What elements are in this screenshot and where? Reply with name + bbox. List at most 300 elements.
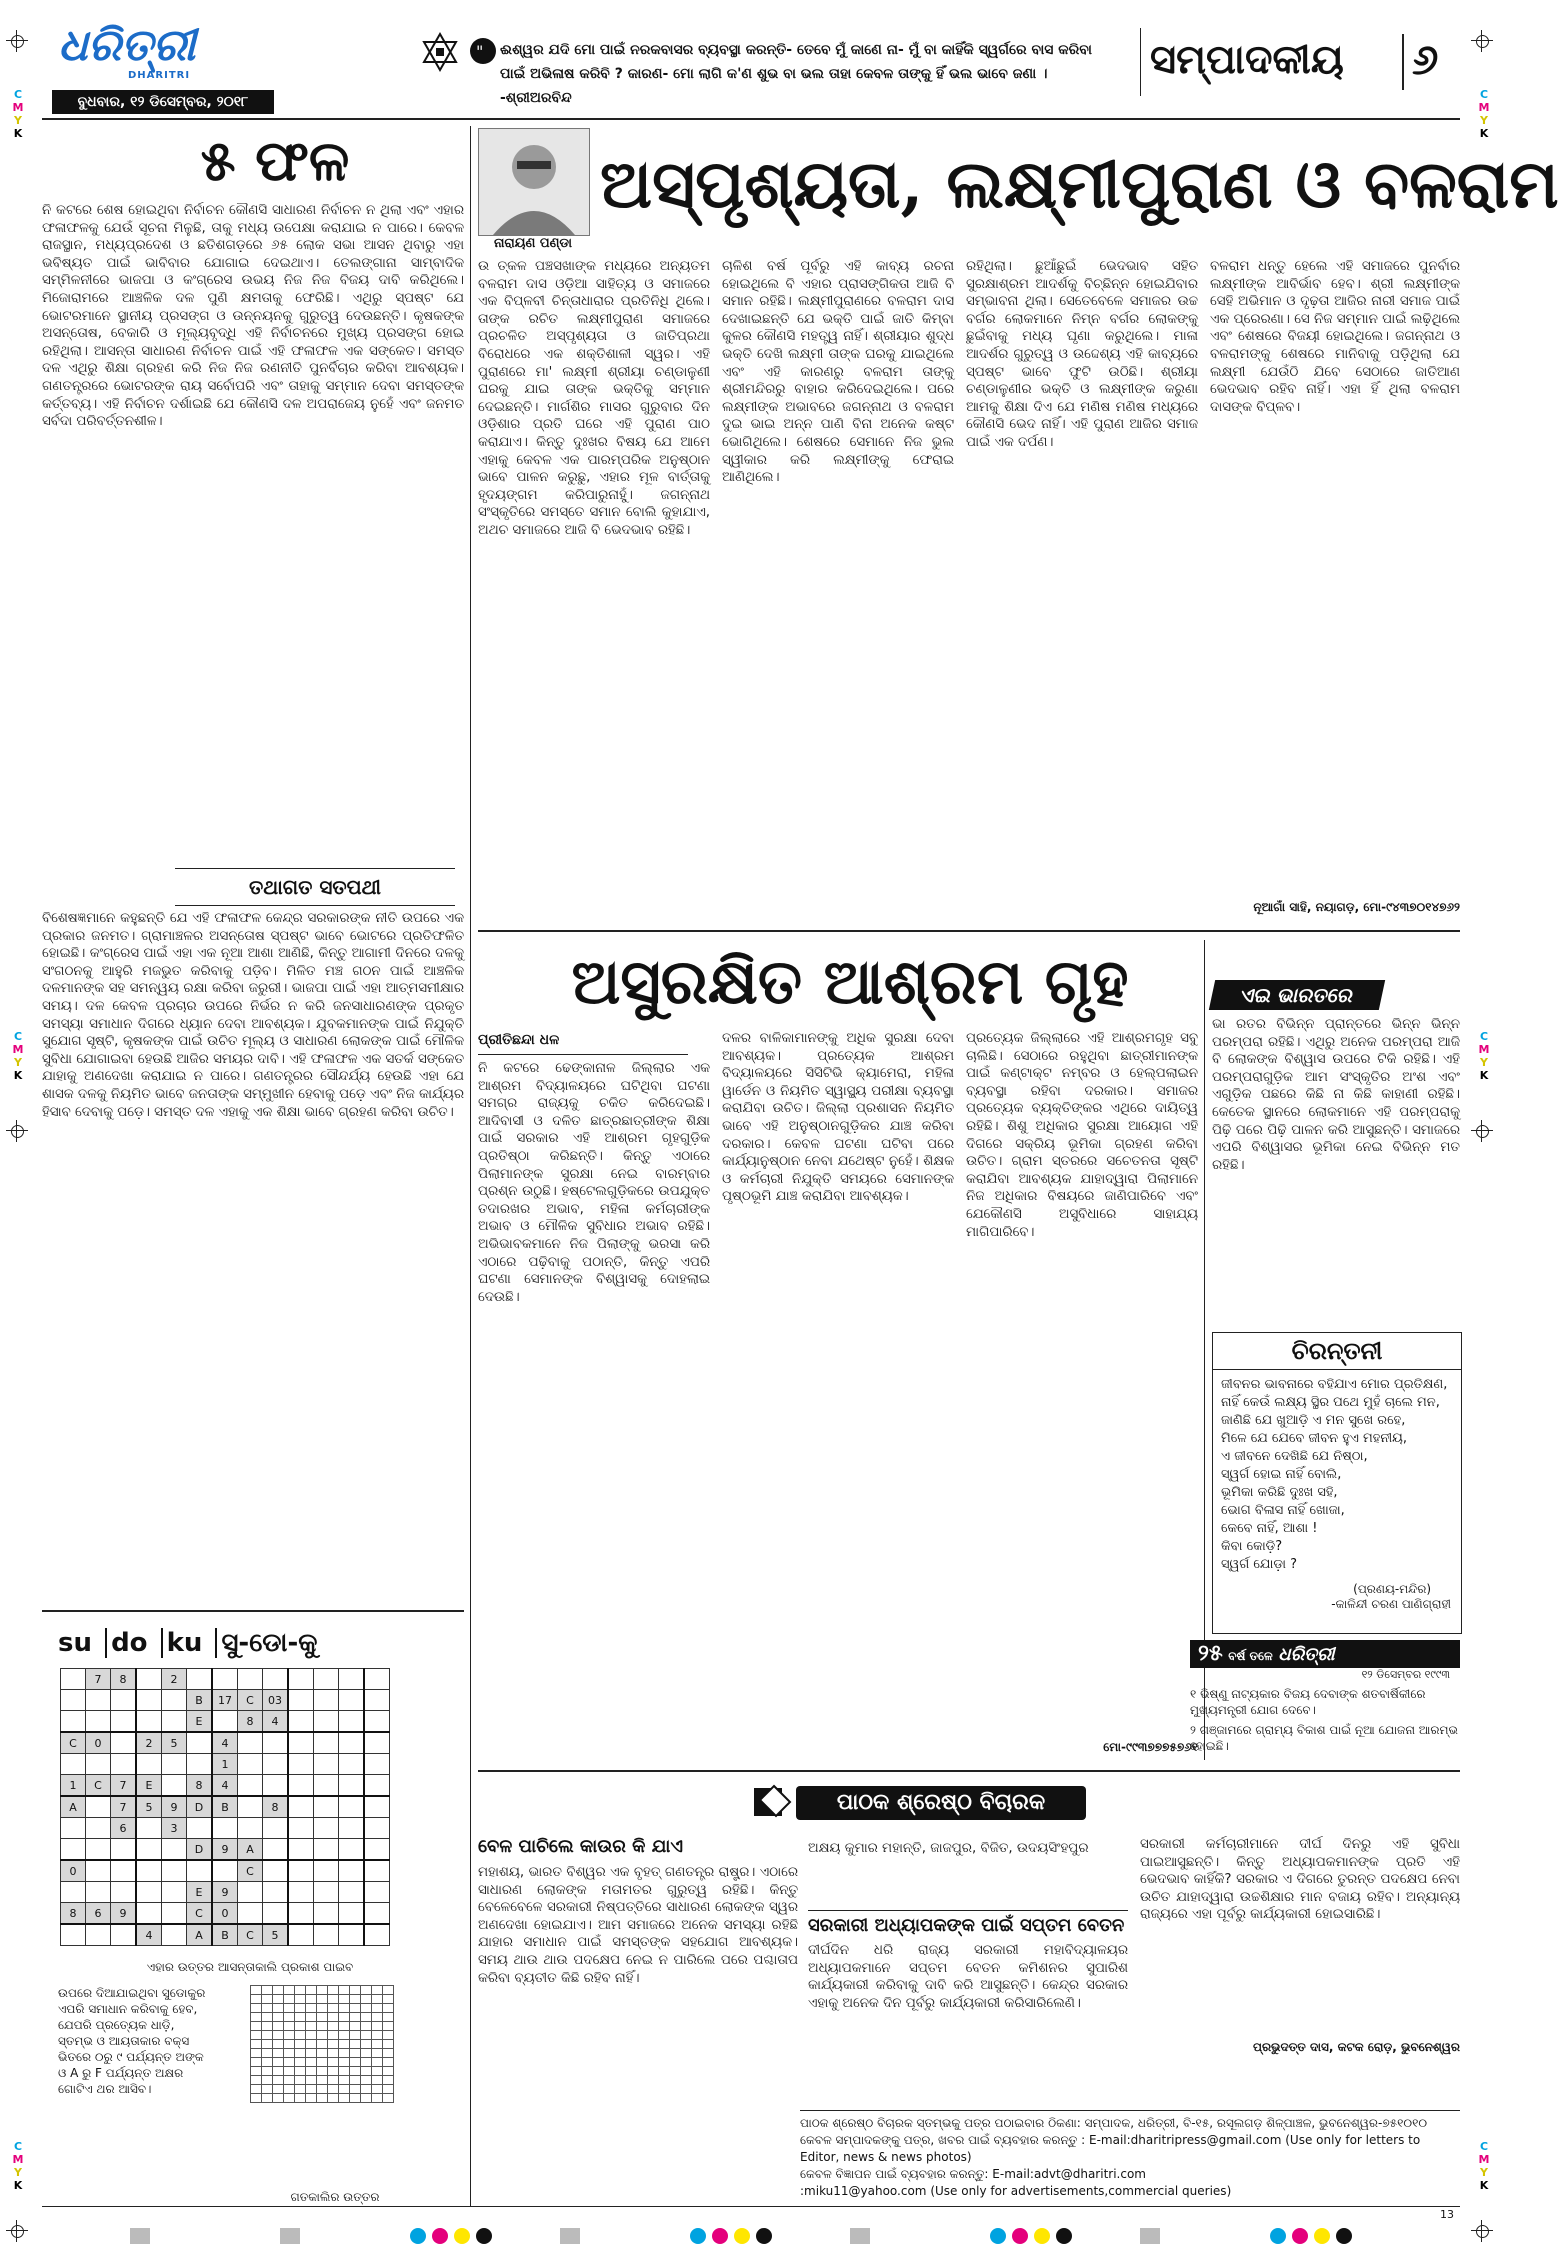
sudoku-cell[interactable] xyxy=(364,1775,390,1797)
sudoku-cell: 4 xyxy=(136,1924,162,1946)
solution-cell xyxy=(383,2013,394,2022)
article1-paragraph: ଚାଳିଶ ବର୍ଷ ପୂର୍ବରୁ ଏହି କାବ୍ୟ ରଚନା ହୋଇଥିଲେ ବି ଏହାର ପ୍ରାସଙ୍ଗିକତା ଆଜି ବି ସମାନ ରହିଛି। ଲକ୍ଷ୍ମୀପୁରାଣରେ ବଳରାମ ଦାସ ଦେଖାଇଛନ୍ତି ଯେ ଭକ୍ତି ପାଇଁ ଜାତି କିମ୍ବା କୁଳର କୌଣସି ମହତ୍ତ୍ୱ ନାହିଁ। ଶ୍ରୀୟାର ଶୁଦ୍ଧ ଭକ୍ତି ଦେଖି ଲକ୍ଷ୍ମୀ ତାଙ୍କ ଘରକୁ ଯାଇଥିଲେ ଏବଂ ଏହି କାରଣରୁ ବଳରାମ ତାଙ୍କୁ ଶ୍ରୀମନ୍ଦିରରୁ ବାହାର କରିଦେଇଥିଲେ। ପରେ ଲକ୍ଷ୍ମୀଙ୍କ ଅଭାବରେ ଜଗନ୍ନାଥ ଓ ବଳରାମ ଦୁଇ ଭାଇ ଅନ୍ନ ପାଣି ବିନା ଅନେକ କଷ୍ଟ ଭୋଗିଥିଲେ। ଶେଷରେ ସେମାନେ ନିଜ ଭୁଲ ସ୍ୱୀକାର କରି ଲକ୍ଷ୍ମୀଙ୍କୁ ଫେରାଇ ଆଣିଥିଲେ। xyxy=(722,259,954,486)
sudoku-cell[interactable] xyxy=(314,1754,339,1775)
solution-cell xyxy=(383,2085,394,2094)
solution-cell xyxy=(350,2049,361,2058)
solution-cell xyxy=(284,2013,295,2022)
sudoku-cell[interactable] xyxy=(162,1754,187,1775)
sudoku-cell: 0 xyxy=(212,1903,238,1925)
solution-cell xyxy=(350,2058,361,2067)
sudoku-cell[interactable] xyxy=(61,1669,86,1690)
solution-cell xyxy=(295,2076,306,2085)
solution-cell xyxy=(372,2004,383,2013)
solution-row xyxy=(251,2058,394,2067)
sudoku-cell[interactable] xyxy=(364,1711,390,1733)
solution-cell xyxy=(273,1995,284,2004)
sudoku-title-su: su xyxy=(58,1628,92,1658)
sudoku-cell[interactable] xyxy=(288,1732,314,1754)
solution-cell xyxy=(306,2013,317,2022)
solution-cell xyxy=(383,2094,394,2103)
sudoku-cell[interactable] xyxy=(162,1711,187,1733)
solution-cell xyxy=(328,2031,339,2040)
solution-row xyxy=(251,2013,394,2022)
solution-cell xyxy=(306,2067,317,2076)
sudoku-cell[interactable] xyxy=(61,1690,86,1711)
sudoku-cell: 9 xyxy=(212,1839,238,1861)
solution-cell xyxy=(273,2049,284,2058)
letters-head: ପାଠକ ଶ୍ରେଷ୍ଠ ବିଚାରକ xyxy=(796,1786,1086,1820)
sudoku-cell[interactable] xyxy=(162,1690,187,1711)
sudoku-cell: C xyxy=(238,1924,263,1946)
sudoku-cell[interactable] xyxy=(288,1775,314,1797)
sudoku-solution-grid xyxy=(250,1985,394,2103)
sudoku-cell[interactable] xyxy=(364,1882,390,1903)
sudoku-cell[interactable] xyxy=(263,1775,289,1797)
letter1-sign: ଅକ୍ଷୟ କୁମାର ମହାନ୍ତି, ଜାଜପୁର, ବିଜିତ, ଉଦୟସିଂହପୁର xyxy=(808,1841,1089,1856)
sudoku-cell[interactable] xyxy=(339,1711,365,1733)
solution-cell xyxy=(383,2067,394,2076)
sudoku-cell[interactable] xyxy=(288,1818,314,1839)
solution-cell xyxy=(361,1986,372,1995)
sudoku-cell[interactable] xyxy=(314,1839,339,1861)
sudoku-cell[interactable] xyxy=(238,1669,263,1690)
sudoku-cell: B xyxy=(187,1690,213,1711)
sudoku-cell[interactable] xyxy=(187,1754,213,1775)
editorial-paragraph: ବିଶେଷଜ୍ଞମାନେ କହୁଛନ୍ତି ଯେ ଏହି ଫଳାଫଳ କେନ୍ଦ୍ର ସରକାରଙ୍କ ନୀତି ଉପରେ ଏକ ପ୍ରକାର ଜନମତ। ଗ୍ରାମାଞ୍ଚଳର ଅସନ୍ତୋଷ ସ୍ପଷ୍ଟ ଭାବେ ଭୋଟରେ ପ୍ରତିଫଳିତ ହୋଇଛି। କଂଗ୍ରେସ ପାଇଁ ଏହା ଏକ ନୂଆ ଆଶା ଆଣିଛି, କିନ୍ତୁ ଆଗାମୀ ଦିନରେ ଦଳକୁ ସଂଗଠନକୁ ଆହୁରି ମଜଭୁତ କରିବାକୁ ପଡ଼ିବ। ମିଳିତ ମଞ୍ଚ ଗଠନ ପାଇଁ ଆଞ୍ଚଳିକ ଦଳମାନଙ୍କ ସହ ସମନ୍ୱୟ ରକ୍ଷା କରିବା ଜରୁରୀ। ଭାଜପା ପାଇଁ ଏହା ଆତ୍ମସମୀକ୍ଷାର ସମୟ। ଦଳ କେବଳ ପ୍ରଚାର ଉପରେ ନିର୍ଭର ନ କରି ଜନସାଧାରଣଙ୍କ ପ୍ରକୃତ ସମସ୍ୟା ସମାଧାନ ଦିଗରେ ଧ୍ୟାନ ଦେବା ଆବଶ୍ୟକ। ଯୁବକମାନଙ୍କ ପାଇଁ ନିଯୁକ୍ତି ସୁଯୋଗ ସୃଷ୍ଟି, କୃଷକଙ୍କ ପାଇଁ ଉଚିତ ମୂଲ୍ୟ ଓ ସାଧାରଣ ଲୋକଙ୍କ ପାଇଁ ମୌଳିକ ସୁବିଧା ଯୋଗାଇବା ହେଉଛି ଆଜିର ସମୟର ଦାବି। ଏହି ଫଳାଫଳ ଏକ ସତର୍କ ସଙ୍କେତ ଯାହାକୁ ଅଣଦେଖା କରାଯାଇ ନ ପାରେ। ଗଣତନ୍ତ୍ରର ସୌନ୍ଦର୍ଯ୍ୟ ହେଉଛି ଏହା ଯେ ଶାସକ ଦଳକୁ ନିୟମିତ ଭାବେ ଜନତାଙ୍କ ସମ୍ମୁଖୀନ ହେବାକୁ ପଡ଼େ ଏବଂ ନିଜ କାର୍ଯ୍ୟର ହିସାବ ଦେବାକୁ ପଡ଼େ। ସମସ୍ତ ଦଳ ଏହାକୁ ଏକ ଶିକ୍ଷା ଭାବେ ଗ୍ରହଣ କରିବା ଉଚିତ। xyxy=(42,911,464,1120)
solution-cell xyxy=(317,2058,328,2067)
sudoku-cell: 5 xyxy=(136,1796,162,1818)
solution-cell xyxy=(251,1986,262,1995)
sudoku-cell[interactable] xyxy=(288,1839,314,1861)
sudoku-cell[interactable] xyxy=(61,1818,86,1839)
article1-col4 xyxy=(1210,258,1460,898)
solution-cell xyxy=(317,2004,328,2013)
page-folio: 13 xyxy=(1440,2208,1454,2221)
sudoku-cell[interactable] xyxy=(111,1711,137,1733)
chirantani-head: ଚିରନ୍ତନୀ xyxy=(1213,1333,1461,1370)
article1-paragraph: ଉ ତ୍କଳ ପଞ୍ଚସଖାଙ୍କ ମଧ୍ୟରେ ଅନ୍ୟତମ ବଳରାମ ଦାସ ଓଡ଼ିଆ ସାହିତ୍ୟ ଓ ସମାଜରେ ଏକ ବିପ୍ଳବୀ ଚିନ୍ତାଧାରାର ପ୍ରତିନିଧି ଥିଲେ। ତାଙ୍କ ରଚିତ ଲକ୍ଷ୍ମୀପୁରାଣ ସମାଜରେ ପ୍ରଚଳିତ ଅସ୍ପୃଶ୍ୟତା ଓ ଜାତିପ୍ରଥା ବିରୋଧରେ ଏକ ଶକ୍ତିଶାଳୀ ସ୍ୱର। ଏହି ପୁରାଣରେ ମା' ଲକ୍ଷ୍ମୀ ଶ୍ରୀୟା ଚଣ୍ଡାଳୁଣୀ ଘରକୁ ଯାଇ ତାଙ୍କ ଭକ୍ତିକୁ ସମ୍ମାନ ଦେଇଛନ୍ତି। ମାର୍ଗଶିର ମାସର ଗୁରୁବାର ଦିନ ଓଡ଼ିଶାର ପ୍ରତି ଘରେ ଏହି ପୁରାଣ ପାଠ କରାଯାଏ। କିନ୍ତୁ ଦୁଃଖର ବିଷୟ ଯେ ଆମେ ଏହାକୁ କେବଳ ଏକ ପାରମ୍ପରିକ ଅନୁଷ୍ଠାନ ଭାବେ ପାଳନ କରୁଛୁ, ଏହାର ମୂଳ ବାର୍ତ୍ତାକୁ ହୃଦୟଙ୍ଗମ କରିପାରୁନାହୁଁ। ଜଗନ୍ନାଥ ସଂସ୍କୃତିରେ ସମସ୍ତେ ସମାନ ବୋଲି କୁହାଯାଏ, ଅଥଚ ସମାଜରେ ଆଜି ବି ଭେଦଭାବ ରହିଛି। xyxy=(478,259,710,538)
sudoku-cell[interactable] xyxy=(314,1796,339,1818)
sudoku-cell: 9 xyxy=(111,1903,137,1925)
sudoku-cell[interactable] xyxy=(288,1669,314,1690)
solution-cell xyxy=(328,1986,339,1995)
sudoku-cell[interactable] xyxy=(288,1860,314,1882)
solution-cell xyxy=(306,2022,317,2031)
sudoku-row xyxy=(61,1796,390,1818)
sudoku-row xyxy=(61,1924,390,1946)
solution-cell xyxy=(317,2094,328,2103)
registration-mark xyxy=(1471,2220,1493,2242)
solution-cell xyxy=(339,2013,350,2022)
sudoku-cell: 9 xyxy=(212,1882,238,1903)
solution-cell xyxy=(339,1995,350,2004)
sudoku-cell[interactable] xyxy=(288,1924,314,1946)
solution-cell xyxy=(328,2049,339,2058)
sudoku-cell[interactable] xyxy=(111,1860,137,1882)
solution-cell xyxy=(372,2058,383,2067)
masthead-rule xyxy=(42,118,1460,120)
sudoku-cell[interactable] xyxy=(339,1669,365,1690)
sudoku-cell[interactable] xyxy=(162,1924,187,1946)
registration-mark xyxy=(1471,1120,1493,1142)
solution-cell xyxy=(295,2085,306,2094)
sudoku-solution-caption: ଗତକାଲିର ଉତ୍ତର xyxy=(290,2190,380,2204)
sudoku-cell[interactable] xyxy=(111,1839,137,1861)
sudoku-cell[interactable] xyxy=(263,1669,289,1690)
sudoku-cell[interactable] xyxy=(263,1903,289,1925)
solution-cell xyxy=(350,2022,361,2031)
solution-cell xyxy=(350,1986,361,1995)
solution-cell xyxy=(383,1995,394,2004)
sudoku-cell[interactable] xyxy=(339,1690,365,1711)
years25-date: ୧୨ ଡିସେମ୍ବର ୧୯୯୩ xyxy=(1361,1668,1450,1681)
solution-cell xyxy=(284,2094,295,2103)
article1-paragraph: ବଳରାମ ଧନ୍ତୁ ହେଲେ ଏହି ସମାଜରେ ପୁନର୍ବାର ଲକ୍ଷ୍ମୀଙ୍କ ଆବିର୍ଭାବ ହେବ। ଶ୍ରୀ ଲକ୍ଷ୍ମୀଙ୍କ ସେହି ଅଭିମାନ ଓ ଦୃଢ଼ତା ଆଜିର ନାରୀ ସମାଜ ପାଇଁ ଏକ ପ୍ରେରଣା। ସେ ନିଜ ସମ୍ମାନ ପାଇଁ ଲଢ଼ିଥିଲେ ଏବଂ ଶେଷରେ ବିଜୟୀ ହୋଇଥିଲେ। ଜଗନ୍ନାଥ ଓ ବଳରାମଙ୍କୁ ଶେଷରେ ମାନିବାକୁ ପଡ଼ିଥିଲା ଯେ ଲକ୍ଷ୍ମୀ ଯେଉଁଠି ଯିବେ ସେଠାରେ ଜାତିଆଣ ଭେଦଭାବ ରହିବ ନାହିଁ। ଏହା ହିଁ ଥିଲା ବଳରାମ ଦାସଙ୍କ ବିପ୍ଳବ। xyxy=(1210,259,1460,415)
solution-cell xyxy=(361,1995,372,2004)
solution-cell xyxy=(273,2058,284,2067)
sudoku-cell: D xyxy=(187,1839,213,1861)
sudoku-cell[interactable] xyxy=(364,1754,390,1775)
sudoku-cell[interactable] xyxy=(61,1711,86,1733)
sudoku-row xyxy=(61,1754,390,1775)
article2-col1 xyxy=(478,1060,710,1760)
sudoku-cell[interactable] xyxy=(212,1818,238,1839)
sudoku-cell[interactable] xyxy=(364,1732,390,1754)
article1-col2 xyxy=(722,258,954,928)
sudoku-cell[interactable] xyxy=(111,1690,137,1711)
solution-row xyxy=(251,2040,394,2049)
sudoku-cell[interactable] xyxy=(61,1924,86,1946)
solution-cell xyxy=(317,2085,328,2094)
sudoku-cell[interactable] xyxy=(364,1796,390,1818)
solution-cell xyxy=(262,1986,273,1995)
sudoku-cell[interactable] xyxy=(263,1754,289,1775)
sudoku-cell[interactable] xyxy=(339,1732,365,1754)
sudoku-cell: 8 xyxy=(61,1903,86,1925)
solution-cell xyxy=(328,2013,339,2022)
sudoku-cell: 7 xyxy=(111,1796,137,1818)
solution-cell xyxy=(284,1995,295,2004)
sudoku-cell[interactable] xyxy=(136,1860,162,1882)
divider xyxy=(478,930,1460,932)
sudoku-cell: 1 xyxy=(61,1775,86,1797)
sudoku-cell[interactable] xyxy=(288,1796,314,1818)
solution-row xyxy=(251,2049,394,2058)
years25-text: ବର୍ଷ ତଳେ xyxy=(1228,1649,1273,1663)
solution-cell xyxy=(251,2049,262,2058)
sudoku-grid[interactable] xyxy=(60,1668,390,1946)
sudoku-solution-table xyxy=(250,1985,394,2103)
solution-cell xyxy=(350,2076,361,2085)
sudoku-cell[interactable] xyxy=(263,1818,289,1839)
sudoku-cell: B xyxy=(212,1796,238,1818)
solution-cell xyxy=(284,2031,295,2040)
sudoku-cell: 0 xyxy=(61,1860,86,1882)
sudoku-cell[interactable] xyxy=(314,1669,339,1690)
article1-col3 xyxy=(966,258,1198,928)
sudoku-cell[interactable] xyxy=(136,1882,162,1903)
solution-cell xyxy=(317,1986,328,1995)
sudoku-cell[interactable] xyxy=(162,1903,187,1925)
letter1-body: ମହାଶୟ, ଭାରତ ବିଶ୍ୱର ଏକ ବୃହତ୍ ଗଣତନ୍ତ୍ର ରାଷ୍ଟ୍ର। ଏଠାରେ ସାଧାରଣ ଲୋକଙ୍କ ମତାମତର ଗୁରୁତ୍ୱ ରହିଛି। କିନ୍ତୁ ବେଳେବେଳେ ସରକାରୀ ନିଷ୍ପତ୍ତିରେ ସାଧାରଣ ଲୋକଙ୍କ ସ୍ୱର ଅଣଦେଖା ହୋଇଯାଏ। ଆମ ସମାଜରେ ଅନେକ ସମସ୍ୟା ରହିଛି ଯାହାର ସମାଧାନ ପାଇଁ ସମସ୍ତଙ୍କ ସହଯୋଗ ଆବଶ୍ୟକ। ସମୟ ଥାଉ ଥାଉ ପଦକ୍ଷେପ ନେଇ ନ ପାରିଲେ ପରେ ପଶ୍ଚାତାପ କରିବା ବ୍ୟତୀତ କିଛି ରହିବ ନାହିଁ। xyxy=(478,1865,798,1986)
sudoku-cell[interactable] xyxy=(364,1903,390,1925)
solution-cell xyxy=(284,2076,295,2085)
sudoku-cell: B xyxy=(212,1924,238,1946)
article2-paragraph: ପ୍ରତ୍ୟେକ ଜିଲ୍ଲାରେ ଏହି ଆଶ୍ରମଗୃହ ସବୁ ଚାଲିଛି। ସେଠାରେ ରହୁଥିବା ଛାତ୍ରୀମାନଙ୍କ ପାଇଁ କଣ୍ଟାକ୍ଟ ନମ୍ବର ଓ ହେଲ୍ପଲାଇନ ବ୍ୟବସ୍ଥା ରହିବା ଦରକାର। ସମାଜର ପ୍ରତ୍ୟେକ ବ୍ୟକ୍ତିଙ୍କର ଏଥିରେ ଦାୟିତ୍ୱ ରହିଛି। ଶିଶୁ ଅଧିକାର ସୁରକ୍ଷା ଆୟୋଗ ଏହି ଦିଗରେ ସକ୍ରିୟ ଭୂମିକା ଗ୍ରହଣ କରିବା ଉଚିତ। ଗ୍ରାମ ସ୍ତରରେ ସଚେତନତା ସୃଷ୍ଟି କରାଯିବା ଆବଶ୍ୟକ ଯାହାଦ୍ୱାରା ପିଲାମାନେ ନିଜ ଅଧିକାର ବିଷୟରେ ଜାଣିପାରିବେ ଏବଂ ଯେକୌଣସି ଅସୁବିଧାରେ ସାହାଯ୍ୟ ମାଗିପାରିବେ। xyxy=(966,1031,1198,1240)
solution-cell xyxy=(273,2022,284,2031)
solution-cell xyxy=(383,1986,394,1995)
sudoku-cell[interactable] xyxy=(111,1924,137,1946)
solution-cell xyxy=(328,2004,339,2013)
sudoku-cell[interactable] xyxy=(187,1818,213,1839)
sudoku-cell[interactable] xyxy=(111,1732,137,1754)
sudoku-cell[interactable] xyxy=(238,1903,263,1925)
solution-cell xyxy=(262,2085,273,2094)
chirantani-box xyxy=(1212,1332,1462,1634)
letters-email-advt[interactable]: କେବଳ ବିଜ୍ଞାପନ ପାଇଁ ବ୍ୟବହାର କରନ୍ତୁ: E-mail:advt@dharitri.com xyxy=(800,2167,1146,2181)
sudoku-cell[interactable] xyxy=(288,1882,314,1903)
sudoku-cell[interactable] xyxy=(238,1818,263,1839)
solution-cell xyxy=(339,2058,350,2067)
solution-cell xyxy=(372,2031,383,2040)
sudoku-cell[interactable] xyxy=(288,1711,314,1733)
sudoku-cell[interactable] xyxy=(339,1839,365,1861)
sudoku-cell[interactable] xyxy=(187,1732,213,1754)
solution-cell xyxy=(251,2076,262,2085)
solution-cell xyxy=(339,2067,350,2076)
sudoku-cell: A xyxy=(187,1924,213,1946)
sudoku-cell[interactable] xyxy=(314,1711,339,1733)
sudoku-cell[interactable] xyxy=(339,1882,365,1903)
sudoku-instructions: ଉପରେ ଦିଆଯାଇଥିବା ସୁଡୋକୁର ଏପରି ସମାଧାନ କରିବାକୁ ହେବ, ଯେପରି ପ୍ରତ୍ୟେକ ଧାଡ଼ି, ସ୍ତମ୍ଭ ଓ ଆୟତାକାର ବକ୍ସ ଭିତରେ ୦ରୁ ୯ ପର୍ଯ୍ୟନ୍ତ ଅଙ୍କ ଓ A ରୁ F ପର୍ଯ୍ୟନ୍ତ ଅକ୍ଷର ଗୋଟିଏ ଥର ଆସିବ। xyxy=(58,1986,206,2096)
sudoku-cell: 8 xyxy=(111,1669,137,1690)
sudoku-cell[interactable] xyxy=(61,1839,86,1861)
sudoku-cell[interactable] xyxy=(263,1860,289,1882)
solution-row xyxy=(251,2094,394,2103)
solution-row xyxy=(251,1995,394,2004)
solution-cell xyxy=(273,1986,284,1995)
letters-email-editor[interactable]: କେବଳ ସମ୍ପାଦକଙ୍କୁ ପତ୍ର, ଖବର ପାଇଁ ବ୍ୟବହାର କରନ୍ତୁ : E-mail:dharitripress@gmail.com (Use only for letters to Editor, news & news photos) xyxy=(800,2133,1421,2164)
sudoku-cell[interactable] xyxy=(238,1732,263,1754)
solution-cell xyxy=(372,2049,383,2058)
sudoku-cell: D xyxy=(187,1796,213,1818)
solution-cell xyxy=(251,2022,262,2031)
sudoku-cell[interactable] xyxy=(364,1690,390,1711)
sudoku-cell[interactable] xyxy=(162,1882,187,1903)
letter2-title: ସରକାରୀ ଅଧ୍ୟାପକଙ୍କ ପାଇଁ ସପ୍ତମ ବେତନ xyxy=(808,1910,1128,1936)
sudoku-cell: 9 xyxy=(162,1796,187,1818)
solution-cell xyxy=(317,1995,328,2004)
sudoku-cell[interactable] xyxy=(86,1839,111,1861)
sudoku-cell[interactable] xyxy=(339,1818,365,1839)
sudoku-cell[interactable] xyxy=(238,1882,263,1903)
sudoku-cell[interactable] xyxy=(263,1732,289,1754)
sudoku-cell[interactable] xyxy=(136,1754,162,1775)
sudoku-cell[interactable] xyxy=(314,1860,339,1882)
solution-cell xyxy=(383,2058,394,2067)
sudoku-cell: C xyxy=(238,1860,263,1882)
sudoku-cell: 8 xyxy=(187,1775,213,1797)
solution-cell xyxy=(273,2094,284,2103)
sudoku-cell[interactable] xyxy=(238,1754,263,1775)
sudoku-row xyxy=(61,1669,390,1690)
solution-cell xyxy=(295,2058,306,2067)
sudoku-cell[interactable] xyxy=(314,1775,339,1797)
sudoku-cell[interactable] xyxy=(364,1669,390,1690)
sudoku-cell[interactable] xyxy=(212,1669,238,1690)
solution-cell xyxy=(284,2004,295,2013)
letters-address-block xyxy=(800,2110,1460,2197)
solution-cell xyxy=(251,2031,262,2040)
sudoku-cell[interactable] xyxy=(238,1775,263,1797)
sudoku-cell[interactable] xyxy=(86,1818,111,1839)
chirantani-poem: ଜୀବନର ଭାବନାରେ ବହିଯାଏ ମୋର ପ୍ରତିକ୍ଷଣ, ନାହିଁ କେଉଁ ଲକ୍ଷ୍ୟ ସ୍ଥିର ପଥେ ମୁହଁ ଚାଲେ ମନ, ଜାଣିଛି ଯେ ଖୁଆଡ଼ି ଏ ମନ ସୁଖେ ରହେ, ମିଳେ ଯେ ଯେବେ ଜୀବନ ହୁଏ ମହନୀୟ, ଏ ଜୀବନେ ଦେଖିଛି ଯେ ନିଷ୍ଠା, ସ୍ୱର୍ଗ ହୋଇ ନାହିଁ ବୋଲି, ଭୂମିକା କରିଛି ଦୁଃଖ ସହି, ଭୋଗ ବିଳାସ ନାହିଁ ଖୋଜା, କେବେ ନାହିଁ, ଆଶା ! କିବା କୋଡ଼ି? ସ୍ୱର୍ଗ ଯୋଡ଼ା ? xyxy=(1221,1377,1448,1572)
sudoku-cell[interactable] xyxy=(314,1818,339,1839)
solution-cell xyxy=(251,2058,262,2067)
solution-cell xyxy=(273,2040,284,2049)
solution-cell xyxy=(251,2013,262,2022)
solution-cell xyxy=(339,2040,350,2049)
solution-cell xyxy=(306,2058,317,2067)
sudoku-cell[interactable] xyxy=(86,1796,111,1818)
solution-cell xyxy=(372,1986,383,1995)
sudoku-cell[interactable] xyxy=(162,1839,187,1861)
sudoku-cell[interactable] xyxy=(339,1924,365,1946)
sudoku-cell[interactable] xyxy=(86,1860,111,1882)
sudoku-cell[interactable] xyxy=(364,1818,390,1839)
section-title: ସମ୍ପାଦକୀୟ xyxy=(1150,36,1344,83)
solution-cell xyxy=(339,2031,350,2040)
sudoku-cell[interactable] xyxy=(187,1860,213,1882)
sudoku-cell[interactable] xyxy=(162,1775,187,1797)
sudoku-cell[interactable] xyxy=(263,1839,289,1861)
sudoku-cell[interactable] xyxy=(61,1754,86,1775)
sudoku-cell[interactable] xyxy=(111,1754,137,1775)
solution-row xyxy=(251,2067,394,2076)
sudoku-cell[interactable] xyxy=(339,1903,365,1925)
article1-author: ନାରାୟଣ ପଣ୍ଡା xyxy=(493,236,572,251)
solution-cell xyxy=(295,2004,306,2013)
chirantani-credit: (ପ୍ରଣୟ-ମନ୍ଦିର) xyxy=(1353,1582,1431,1596)
sudoku-cell[interactable] xyxy=(187,1669,213,1690)
sudoku-cell[interactable] xyxy=(86,1711,111,1733)
sudoku-cell[interactable] xyxy=(339,1796,365,1818)
sudoku-cell[interactable] xyxy=(288,1903,314,1925)
solution-cell xyxy=(273,2067,284,2076)
sudoku-cell: E xyxy=(136,1775,162,1797)
solution-cell xyxy=(339,2076,350,2085)
sudoku-cell[interactable] xyxy=(364,1860,390,1882)
solution-cell xyxy=(262,2031,273,2040)
sudoku-cell[interactable] xyxy=(162,1860,187,1882)
solution-cell xyxy=(317,2076,328,2085)
sudoku-cell[interactable] xyxy=(111,1882,137,1903)
solution-cell xyxy=(372,2040,383,2049)
masthead-logo: ଧରିତ୍ରୀ xyxy=(58,20,196,71)
sudoku-cell[interactable] xyxy=(314,1903,339,1925)
sudoku-row xyxy=(61,1860,390,1882)
sudoku-title-ku: ku xyxy=(166,1628,203,1658)
sudoku-cell[interactable] xyxy=(86,1924,111,1946)
sudoku-cell[interactable] xyxy=(314,1732,339,1754)
solution-cell xyxy=(306,2004,317,2013)
sudoku-cell[interactable] xyxy=(288,1754,314,1775)
sudoku-cell[interactable] xyxy=(339,1754,365,1775)
letter2-body: ଦୀର୍ଘଦିନ ଧରି ରାଜ୍ୟ ସରକାରୀ ମହାବିଦ୍ୟାଳୟର ଅଧ୍ୟାପକମାନେ ସପ୍ତମ ବେତନ କମିଶନର ସୁପାରିଶ କାର୍ଯ୍ୟକାରୀ କରିବାକୁ ଦାବି କରି ଆସୁଛନ୍ତି। କେନ୍ଦ୍ର ସରକାର ଏହାକୁ ଅନେକ ଦିନ ପୂର୍ବରୁ କାର୍ଯ୍ୟକାରୀ କରିସାରିଲେଣି। xyxy=(808,1943,1128,2011)
sudoku-cell[interactable] xyxy=(136,1669,162,1690)
sudoku-cell[interactable] xyxy=(364,1924,390,1946)
svg-text:": " xyxy=(476,42,484,61)
sudoku-cell: A xyxy=(61,1796,86,1818)
sudoku-cell[interactable] xyxy=(136,1818,162,1839)
sudoku-cell[interactable] xyxy=(263,1882,289,1903)
sudoku-cell[interactable] xyxy=(288,1690,314,1711)
solution-cell xyxy=(361,2013,372,2022)
solution-cell xyxy=(372,2085,383,2094)
editorial-paragraph: ନି କଟରେ ଶେଷ ହୋଇଥିବା ନିର୍ବାଚନ କୌଣସି ସାଧାରଣ ନିର୍ବାଚନ ନ ଥିଲା ଏବଂ ଏହାର ଫଳାଫଳକୁ ଯେଉଁ ସୂଚନା ମିଳୁଛି, ତାକୁ ମଧ୍ୟ ଉପେକ୍ଷା କରାଯାଇ ନ ପାରେ। କେବଳ ରାଜସ୍ଥାନ, ମଧ୍ୟପ୍ରଦେଶ ଓ ଛତିଶଗଡ଼ରେ ୬୫ ଲୋକ ସଭା ଆସନ ଥିବାରୁ ଏହା ଭବିଷ୍ୟତ ପାଇଁ ଭାବିବାର ଯୋଗାଇ ଦେଇଥାଏ। ତେଲଙ୍ଗାନା ସାମ୍ବାଦିକ ସମ୍ମିଳନୀରେ ଭାଜପା ଓ କଂଗ୍ରେସ ଉଭୟ ନିଜ ନିଜ ବିଜୟ ଦାବି କରିଥିଲେ। ମିଜୋରାମରେ ଆଞ୍ଚଳିକ ଦଳ ପୁଣି କ୍ଷମତାକୁ ଫେରିଛି। ଏଥିରୁ ସ୍ପଷ୍ଟ ଯେ ଭୋଟରମାନେ ସ୍ଥାନୀୟ ପ୍ରସଙ୍ଗ ଓ ଉନ୍ନୟନକୁ ଗୁରୁତ୍ୱ ଦେଉଛନ୍ତି। କୃଷକଙ୍କ ଅସନ୍ତୋଷ, ବେକାରି ଓ ମୂଲ୍ୟବୃଦ୍ଧି ଏହି ନିର୍ବାଚନରେ ମୁଖ୍ୟ ପ୍ରସଙ୍ଗ ହୋଇ ରହିଥିଲା। ଆସନ୍ତା ସାଧାରଣ ନିର୍ବାଚନ ପାଇଁ ଏହି ଫଳାଫଳ ଏକ ସଙ୍କେତ। ସମସ୍ତ ଦଳ ଏଥିରୁ ଶିକ୍ଷା ଗ୍ରହଣ କରି ନିଜ ନିଜ ରଣନୀତି ପୁନର୍ବିଚାର କରିବା ଆବଶ୍ୟକ। ଗଣତନ୍ତ୍ରରେ ଭୋଟରଙ୍କ ରାୟ ସର୍ବୋପରି ଏବଂ ତାହାକୁ ସମ୍ମାନ ଦେବା ସମସ୍ତଙ୍କ କର୍ତ୍ତବ୍ୟ। ଏହି ନିର୍ବାଚନ ଦର୍ଶାଇଛି ଯେ କୌଣସି ଦଳ ଅପରାଜେୟ ନୁହେଁ ଏବଂ ଜନମତ ସର୍ବଦା ପରିବର୍ତ୍ତନଶୀଳ। xyxy=(42,203,464,430)
editorial-body xyxy=(42,202,464,862)
sudoku-cell[interactable] xyxy=(238,1796,263,1818)
sudoku-row xyxy=(61,1818,390,1839)
solution-cell xyxy=(284,2067,295,2076)
solution-cell xyxy=(273,2031,284,2040)
sudoku-cell[interactable] xyxy=(86,1690,111,1711)
solution-cell xyxy=(306,2094,317,2103)
divider xyxy=(42,1610,464,1612)
sudoku-cell: 6 xyxy=(86,1903,111,1925)
solution-cell xyxy=(262,2076,273,2085)
solution-cell xyxy=(262,1995,273,2004)
sudoku-table[interactable] xyxy=(60,1668,390,1946)
sudoku-cell[interactable] xyxy=(314,1924,339,1946)
solution-cell xyxy=(383,2022,394,2031)
sudoku-title-odia: ସୁ-ଡୋ-କୁ xyxy=(221,1628,318,1658)
article1-paragraph: ରହିଥିଲା। ଛୁଆଁଛୁଇଁ ଭେଦଭାବ ସହିତ ସୁରକ୍ଷାଶ୍ରମ ଆଦର୍ଶକୁ ବିଚ୍ଛିନ୍ନ ହୋଇଯିବାର ସମ୍ଭାବନା ଥିଲା। ସେତେବେଳେ ସମାଜର ଉଚ୍ଚ ବର୍ଗର ଲୋକମାନେ ନିମ୍ନ ବର୍ଗର ଲୋକଙ୍କୁ ଛୁଇଁବାକୁ ମଧ୍ୟ ଘୃଣା କରୁଥିଲେ। ମାଳା ଆଦର୍ଶର ଗୁରୁତ୍ୱ ଓ ଉଦ୍ଦେଶ୍ୟ ଏହି କାବ୍ୟରେ ସ୍ପଷ୍ଟ ଭାବେ ଫୁଟି ଉଠିଛି। ଶ୍ରୀୟା ଚଣ୍ଡାଳୁଣୀର ଭକ୍ତି ଓ ଲକ୍ଷ୍ମୀଙ୍କ କରୁଣା ଆମକୁ ଶିକ୍ଷା ଦିଏ ଯେ ମଣିଷ ମଣିଷ ମଧ୍ୟରେ କୌଣସି ଭେଦ ନାହିଁ। ଏହି ପୁରାଣ ଆଜିର ସମାଜ ପାଇଁ ଏକ ଦର୍ପଣ। xyxy=(966,259,1198,450)
sudoku-cell: C xyxy=(187,1903,213,1925)
sudoku-cell[interactable] xyxy=(314,1882,339,1903)
sudoku-cell[interactable] xyxy=(136,1711,162,1733)
registration-mark xyxy=(6,1120,28,1142)
solution-cell xyxy=(383,2004,394,2013)
sudoku-cell[interactable] xyxy=(136,1839,162,1861)
solution-cell xyxy=(339,2094,350,2103)
sudoku-cell[interactable] xyxy=(136,1690,162,1711)
sudoku-cell: 7 xyxy=(86,1669,111,1690)
sudoku-cell: 4 xyxy=(212,1775,238,1797)
sudoku-cell[interactable] xyxy=(136,1903,162,1925)
sudoku-row xyxy=(61,1839,390,1861)
cmyk-marker: C M Y K xyxy=(12,2140,24,2192)
sudoku-cell[interactable] xyxy=(86,1754,111,1775)
sudoku-cell[interactable] xyxy=(61,1882,86,1903)
letters-email-commercial[interactable]: :miku11@yahoo.com (Use only for advertisements,commercial queries) xyxy=(800,2184,1232,2198)
solution-cell xyxy=(328,2094,339,2103)
solution-cell xyxy=(361,2049,372,2058)
chirantani-poet: -କାଳିନ୍ଦୀ ଚରଣ ପାଣିଗ୍ରାହୀ xyxy=(1331,1597,1451,1611)
sudoku-cell[interactable] xyxy=(314,1690,339,1711)
sudoku-cell[interactable] xyxy=(364,1839,390,1861)
sudoku-cell: 1 xyxy=(212,1754,238,1775)
color-calibration-bar xyxy=(130,2226,1370,2248)
sudoku-cell[interactable] xyxy=(212,1711,238,1733)
sudoku-cell[interactable] xyxy=(339,1860,365,1882)
sudoku-cell[interactable] xyxy=(339,1775,365,1797)
sudoku-cell[interactable] xyxy=(212,1860,238,1882)
years25-logo: ଧରିତ୍ରୀ xyxy=(1278,1644,1335,1665)
sudoku-cell[interactable] xyxy=(86,1882,111,1903)
solution-cell xyxy=(361,2031,372,2040)
solution-cell xyxy=(383,2076,394,2085)
